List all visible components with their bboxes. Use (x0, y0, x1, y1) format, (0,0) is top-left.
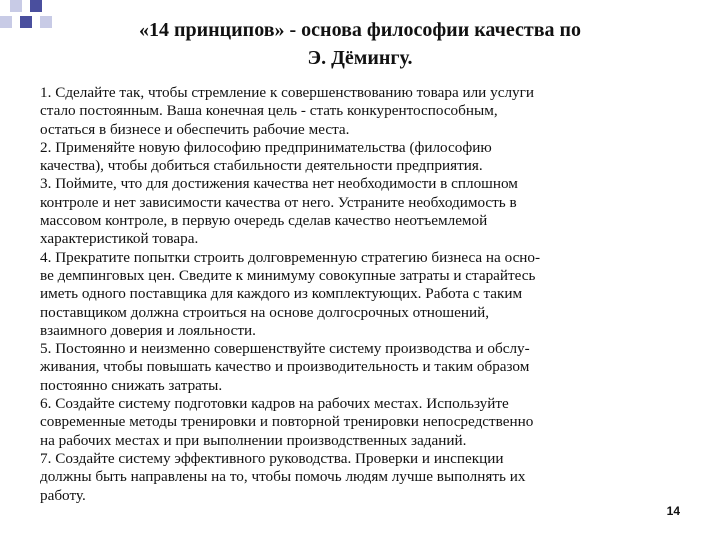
principle-line: 1. Сделайте так, чтобы стремление к совершенствованию товара или услуги (40, 84, 534, 101)
principle-line: стало постоянным. Ваша конечная цель - стать конкурентоспособным, (40, 102, 498, 120)
slide-title-line: «14 принципов» - основа философии качества по (138, 19, 582, 41)
principle-line: живания, чтобы повышать качество и производительность и таким образом (40, 358, 530, 376)
principle-item (40, 249, 668, 340)
principle-line: работу. (40, 486, 86, 504)
principle-item (40, 450, 668, 505)
principle-item (40, 175, 668, 248)
principle-line: характеристикой товара. (40, 230, 199, 248)
principle-line: 4. Прекратите попытки строить долговременную стратегию бизнеса на осно- (40, 248, 541, 266)
principle-line: должны быть направлены на то, чтобы помочь людям лучше выполнять их (40, 468, 526, 486)
principle-line: 6. Создайте систему подготовки кадров на рабочих местах. Используйте (40, 395, 509, 413)
principle-item (40, 395, 668, 450)
slide-title-line: Э. Дёмингу. (307, 47, 413, 69)
slide-title (40, 16, 680, 72)
decoration-square (30, 0, 42, 12)
principle-line: иметь одного поставщика для каждого из комплектующих. Работа с таким (40, 285, 523, 303)
principle-line: ве демпинговых цен. Сведите к минимуму совокупные затраты и старайтесь (40, 266, 536, 284)
decoration-square (0, 16, 12, 28)
decoration-square (10, 0, 22, 12)
principle-item (40, 139, 668, 176)
principle-line: взаимного доверия и лояльности. (40, 321, 256, 339)
principle-line: 3. Поймите, что для достижения качества нет необходимости в сплошном (40, 175, 518, 193)
principles-list (40, 84, 668, 505)
principle-line: 7. Создайте систему эффективного руководства. Проверки и инспекции (40, 449, 504, 467)
principle-line: 2. Применяйте новую философию предпринимательства (философию (40, 138, 492, 156)
principle-line: массовом контроле, в первую очередь сделав качество неотъемлемой (40, 212, 488, 230)
page-number: 14 (666, 504, 680, 518)
principle-line: поставщиком должна строиться на основе долгосрочных отношений, (40, 303, 490, 321)
principle-line: контроле и нет зависимости качества от него. Устраните необходимость в (40, 193, 517, 211)
principle-line: 5. Постоянно и неизменно совершенствуйте систему производства и обслу- (40, 340, 530, 358)
principle-item (40, 340, 668, 395)
principle-line: качества), чтобы добиться стабильности деятельности предприятия. (40, 157, 483, 175)
principle-line: остаться в бизнесе и обеспечить рабочие места. (40, 120, 350, 138)
principle-line: постоянно снижать затраты. (40, 376, 223, 394)
principle-item (40, 84, 668, 139)
decoration-square (20, 16, 32, 28)
principle-line: современные методы тренировки и повторной тренировки непосредственно (40, 413, 534, 431)
principle-line: на рабочих местах и при выполнении производственных заданий. (40, 431, 467, 449)
